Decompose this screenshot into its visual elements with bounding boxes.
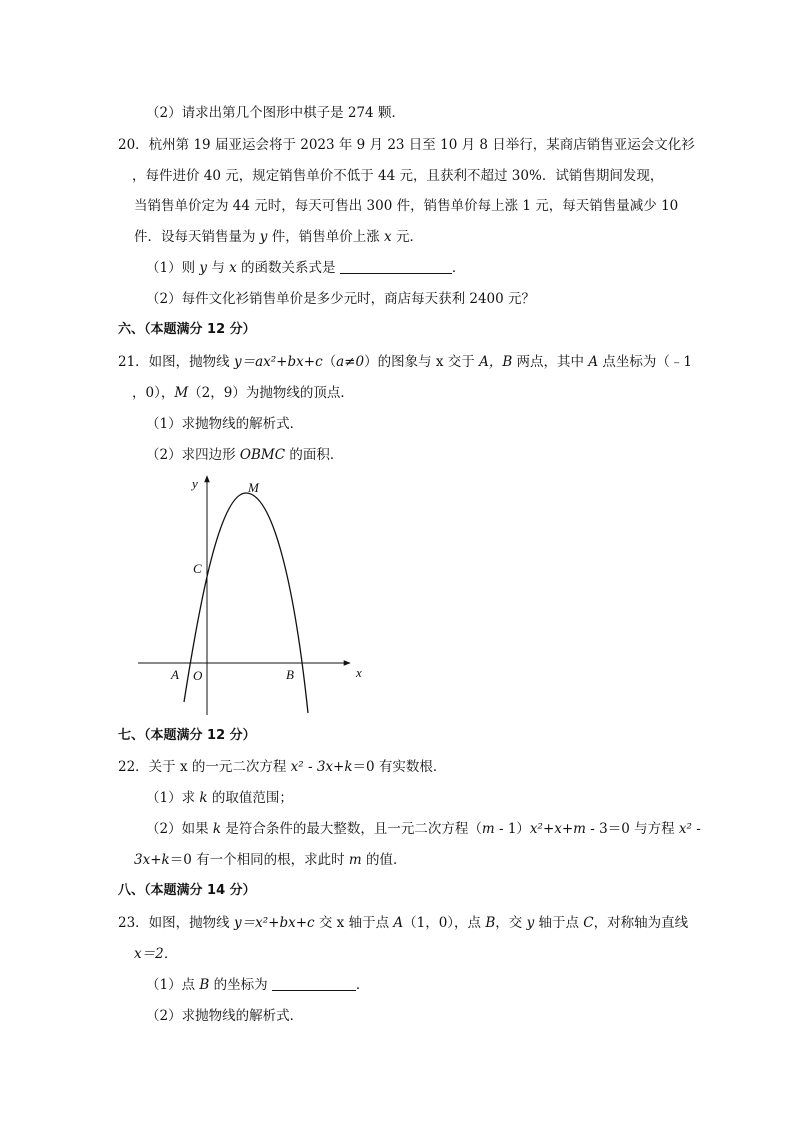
- q22-part1-a: （1）求: [146, 790, 200, 806]
- q22-part1: [146, 788, 293, 808]
- var-y: y: [259, 229, 268, 245]
- parabola-figure: [138, 470, 378, 715]
- q20-line4-b: 件，销售单价上涨: [267, 229, 385, 245]
- var-m: m: [348, 852, 362, 868]
- q20-part1-d: ．: [451, 260, 466, 276]
- quad-label: OBMC: [239, 447, 286, 463]
- var-x: x: [229, 260, 237, 276]
- q23-line1-i: 轴于点: [534, 915, 584, 931]
- q21-line1-b: （: [322, 354, 337, 370]
- q20-line2: ，每件进价 40 元，规定销售单价不低于 44 元，且获利不超过 30%．试销售期间发现，: [132, 168, 664, 184]
- var-m: m: [481, 821, 495, 837]
- q19-part2: （2）请求出第几个图形中棋子是 274 颗．: [146, 105, 405, 121]
- points: A，B: [479, 354, 513, 370]
- q23-part1-d: ．: [355, 977, 370, 993]
- q20-part1-c: 的函数关系式是: [236, 260, 340, 276]
- q20-part1-b: 与: [207, 260, 230, 276]
- point-label: B: [485, 915, 496, 931]
- q22-part2-g: - 3＝0 与方程: [586, 821, 679, 837]
- q23-line1-e: （1，0），点: [403, 915, 486, 931]
- q22-line3-b: ＝0 有一个相同的根，求此时: [169, 852, 349, 868]
- point-label: B: [199, 977, 210, 993]
- answer-blank[interactable]: [272, 976, 356, 991]
- q21-line2-c: （2，9）为抛物线的顶点．: [188, 385, 354, 401]
- q21-line2-a: ，0），: [132, 385, 175, 401]
- x-axis-label: x: [356, 665, 362, 680]
- q22-part2-a: （2）如果: [146, 821, 213, 837]
- var-k: k: [199, 790, 208, 806]
- origin-label-O: O: [193, 668, 203, 683]
- formula: y＝x²+bx+c: [233, 915, 315, 931]
- q22-part1-c: 的取值范围；: [207, 790, 293, 806]
- q21-line1-d: ）的图象与 x 交于: [364, 354, 480, 370]
- q20-line4-c: 元．: [391, 229, 423, 245]
- point-label: A: [393, 915, 404, 931]
- section-heading-7: 七、（本题满分 12 分）: [118, 728, 256, 743]
- point-label: M: [174, 385, 189, 401]
- equation: x²: [678, 821, 692, 837]
- equation: 3x+k: [134, 852, 170, 868]
- q23-line1-g: ，交: [495, 915, 527, 931]
- q22-line1-c: ＝0 有实数根．: [352, 759, 447, 775]
- q21-part2-c: 的面积．: [285, 447, 344, 463]
- q20-part2: （2）每件文化衫销售单价是多少元时，商店每天获利 2400 元？: [146, 291, 536, 307]
- q22-part2-i: -: [691, 821, 701, 837]
- q20-line4-a: 件．设每天销售量为: [134, 229, 260, 245]
- q21-part2: [146, 445, 343, 465]
- q20-part1-a: （1）则: [146, 260, 200, 276]
- q23-part1: [146, 975, 369, 995]
- q23-line1-c: 交 x 轴于点: [314, 915, 394, 931]
- q23-part2: （2）求抛物线的解析式．: [146, 1008, 304, 1024]
- q20-line3: 当销售单价定为 44 元时，每天可售出 300 件，销售单价每上涨 1 元，每天销售量减少 10: [134, 198, 679, 214]
- q22-line3-d: 的值．: [361, 852, 407, 868]
- q20-line1: 20．杭州第 19 届亚运会将于 2023 年 9 月 23 日至 10 月 8 日举行，某商店销售亚运会文化衫: [118, 137, 695, 153]
- q23-part1-c: 的坐标为: [209, 977, 272, 993]
- point-label: A: [588, 354, 599, 370]
- section-heading-8: 八、（本题满分 14 分）: [118, 883, 256, 898]
- formula: y＝ax²+bx+c: [233, 354, 323, 370]
- var-y: y: [526, 915, 535, 931]
- condition: a≠0: [336, 354, 365, 370]
- q23-part1-a: （1）点: [146, 977, 200, 993]
- q20-line4: [134, 227, 423, 247]
- q21-part1: （1）求抛物线的解析式．: [146, 416, 304, 432]
- equation: x² - 3x+k: [290, 759, 353, 775]
- q21-line2: [132, 383, 354, 403]
- section-heading-6: 六、（本题满分 12 分）: [118, 322, 256, 337]
- q21-line1-a: 21．如图，抛物线: [118, 354, 234, 370]
- point-label-A: A: [171, 667, 179, 682]
- q21-part2-a: （2）求四边形: [146, 447, 240, 463]
- q23-line1-a: 23．如图，抛物线: [118, 915, 234, 931]
- answer-blank[interactable]: [340, 259, 452, 274]
- q22-part2-c: 是符合条件的最大整数，且一元二次方程（: [221, 821, 482, 837]
- q22-line3: [134, 850, 406, 870]
- y-axis-label: y: [192, 476, 198, 491]
- q21-line1-g: 两点，其中: [512, 354, 589, 370]
- q23-line1-k: ，对称轴为直线: [593, 915, 689, 931]
- q22-part2-e: - 1）: [494, 821, 530, 837]
- q20-part1: [146, 258, 465, 278]
- var-y: y: [199, 260, 208, 276]
- var-x: x: [384, 229, 392, 245]
- point-label-C: C: [193, 561, 202, 576]
- vertex-label-M: M: [248, 480, 259, 495]
- q21-line1-i: 点坐标为（﹣1: [598, 354, 692, 370]
- q22-line1: [118, 757, 446, 777]
- q22-part2: [146, 819, 701, 839]
- q21-line1: [118, 352, 692, 372]
- equation: x²+x+m: [529, 821, 586, 837]
- var-k: k: [212, 821, 222, 837]
- point-label: C: [583, 915, 594, 931]
- q22-line1-a: 22．关于 x 的一元二次方程: [118, 759, 291, 775]
- q23-line1: [118, 913, 688, 933]
- point-label-B: B: [286, 667, 294, 682]
- q23-line2: x＝2．: [134, 946, 178, 962]
